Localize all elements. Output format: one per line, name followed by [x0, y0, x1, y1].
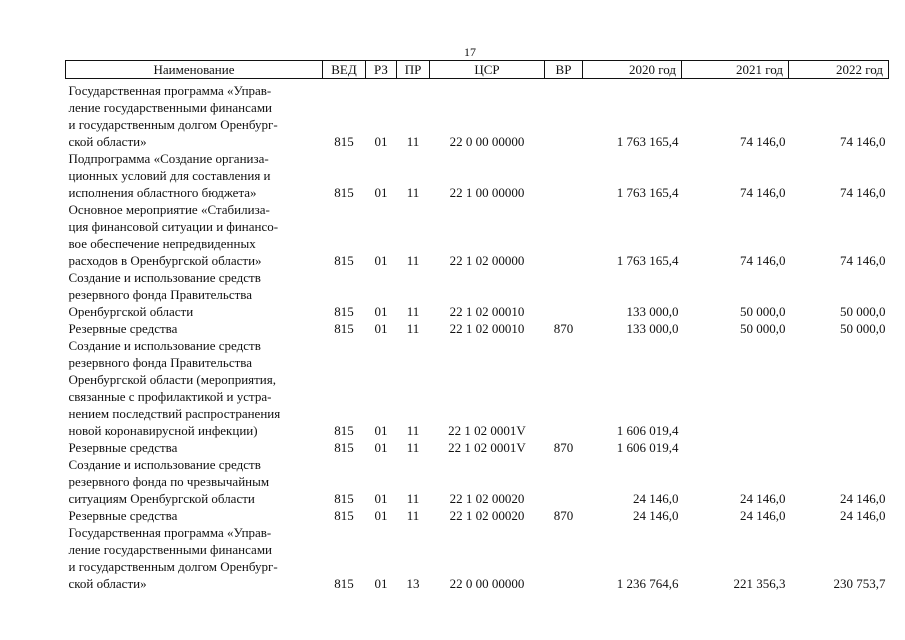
row-csr: 22 1 02 00010 [449, 304, 525, 319]
row-value-2020: 1 763 165,4 [616, 253, 679, 268]
table-header-row [66, 61, 889, 79]
row-rz: 01 [374, 423, 388, 438]
row-ved: 815 [334, 508, 354, 523]
row-name: Резервные средства [68, 321, 178, 336]
table-row [66, 79, 889, 151]
row-pr: 11 [406, 508, 420, 523]
row-vr: 870 [553, 440, 574, 455]
row-rz: 01 [374, 134, 388, 149]
row-value-2021: 50 000,0 [740, 304, 786, 319]
row-value-2020: 133 000,0 [626, 321, 679, 336]
row-rz: 01 [374, 304, 388, 319]
table-body [66, 79, 889, 593]
row-value-2020: 1 236 764,6 [616, 576, 679, 591]
row-value-2022: 50 000,0 [840, 304, 886, 319]
header-csr: ЦСР [430, 61, 545, 79]
table-row [66, 337, 889, 439]
row-name: Резервные средства [68, 440, 178, 455]
row-value-2021 [682, 337, 789, 439]
row-value-2022: 74 146,0 [840, 253, 886, 268]
row-vr [545, 79, 583, 151]
row-ved: 815 [334, 304, 354, 319]
row-rz: 01 [374, 491, 388, 506]
row-value-2022 [789, 439, 889, 456]
row-pr: 13 [406, 576, 420, 591]
header-vr: ВР [545, 61, 583, 79]
row-vr [545, 150, 583, 201]
row-rz: 01 [374, 321, 388, 336]
row-ved: 815 [334, 185, 354, 200]
row-csr: 22 1 02 0001V [448, 440, 526, 455]
row-value-2020: 133 000,0 [626, 304, 679, 319]
row-value-2020: 1 606 019,4 [616, 440, 679, 455]
row-pr: 11 [406, 185, 420, 200]
budget-table [65, 60, 889, 592]
row-name: Создание и использование средств резервного фонда Правительства Оренбургской области [68, 270, 261, 319]
row-vr: 870 [553, 508, 574, 523]
row-value-2021: 24 146,0 [740, 508, 786, 523]
row-name: Основное мероприятие «Стабилиза- ция финансовой ситуации и финансо- вое обеспечение непредвиденных расходов в Оренбургской области» [68, 202, 279, 268]
row-pr: 11 [406, 423, 420, 438]
row-value-2021: 74 146,0 [740, 134, 786, 149]
row-ved: 815 [334, 134, 354, 149]
row-value-2020: 24 146,0 [633, 491, 679, 506]
row-value-2022 [789, 337, 889, 439]
row-ved: 815 [334, 576, 354, 591]
row-ved: 815 [334, 423, 354, 438]
row-vr [545, 524, 583, 592]
row-pr: 11 [406, 440, 420, 455]
table-row [66, 456, 889, 507]
row-value-2022: 24 146,0 [840, 491, 886, 506]
row-csr: 22 1 02 0001V [448, 423, 526, 438]
header-pr: ПР [397, 61, 430, 79]
row-ved: 815 [334, 321, 354, 336]
row-csr: 22 1 02 00010 [449, 321, 525, 336]
row-name: Государственная программа «Управ- ление государственными финансами и государственным долгом Оренбург- ской области» [68, 83, 278, 149]
table-row [66, 320, 889, 337]
row-name: Создание и использование средств резервного фонда Правительства Оренбургской области (мероприятия, связанные с профилактикой и устра- нением последствий распространения новой коронавирусной инфекции) [68, 338, 281, 438]
row-vr [545, 201, 583, 269]
row-csr: 22 0 00 00000 [449, 134, 525, 149]
row-value-2022: 230 753,7 [833, 576, 886, 591]
row-pr: 11 [406, 134, 420, 149]
row-value-2022: 50 000,0 [840, 321, 886, 336]
row-value-2020: 1 606 019,4 [616, 423, 679, 438]
row-value-2020: 1 763 165,4 [616, 134, 679, 149]
row-rz: 01 [374, 253, 388, 268]
row-name: Создание и использование средств резервного фонда по чрезвычайным ситуациям Оренбургской области [68, 457, 270, 506]
row-value-2021: 74 146,0 [740, 185, 786, 200]
header-ved: ВЕД [323, 61, 366, 79]
header-name: Наименование [66, 61, 323, 79]
header-2021: 2021 год [682, 61, 789, 79]
row-value-2021: 24 146,0 [740, 491, 786, 506]
table-row [66, 507, 889, 524]
row-rz: 01 [374, 576, 388, 591]
header-rz: РЗ [366, 61, 397, 79]
table-row [66, 201, 889, 269]
row-value-2021: 221 356,3 [733, 576, 786, 591]
row-value-2021: 50 000,0 [740, 321, 786, 336]
row-csr: 22 1 02 00020 [449, 508, 525, 523]
row-ved: 815 [334, 253, 354, 268]
row-value-2021: 74 146,0 [740, 253, 786, 268]
row-rz: 01 [374, 508, 388, 523]
table-row [66, 439, 889, 456]
row-value-2020: 24 146,0 [633, 508, 679, 523]
row-name: Государственная программа «Управ- ление государственными финансами и государственным долгом Оренбург- ской области» [68, 525, 278, 591]
row-vr [545, 456, 583, 507]
header-2022: 2022 год [789, 61, 889, 79]
row-vr: 870 [553, 321, 574, 336]
table-row [66, 269, 889, 320]
row-ved: 815 [334, 491, 354, 506]
row-name: Резервные средства [68, 508, 178, 523]
row-name: Подпрограмма «Создание организа- ционных условий для составления и исполнения областного бюджета» [68, 151, 271, 200]
table-row [66, 150, 889, 201]
row-csr: 22 1 02 00020 [449, 491, 525, 506]
header-2020: 2020 год [583, 61, 682, 79]
row-rz: 01 [374, 440, 388, 455]
row-value-2022: 74 146,0 [840, 134, 886, 149]
row-csr: 22 1 00 00000 [449, 185, 525, 200]
row-csr: 22 1 02 00000 [449, 253, 525, 268]
page-number: 17 [464, 45, 476, 59]
row-vr [545, 337, 583, 439]
row-rz: 01 [374, 185, 388, 200]
row-ved: 815 [334, 440, 354, 455]
row-pr: 11 [406, 491, 420, 506]
row-value-2022: 74 146,0 [840, 185, 886, 200]
row-pr: 11 [406, 304, 420, 319]
row-pr: 11 [406, 253, 420, 268]
row-value-2020: 1 763 165,4 [616, 185, 679, 200]
row-vr [545, 269, 583, 320]
row-pr: 11 [406, 321, 420, 336]
row-value-2022: 24 146,0 [840, 508, 886, 523]
table-row [66, 524, 889, 592]
row-csr: 22 0 00 00000 [449, 576, 525, 591]
row-value-2021 [682, 439, 789, 456]
